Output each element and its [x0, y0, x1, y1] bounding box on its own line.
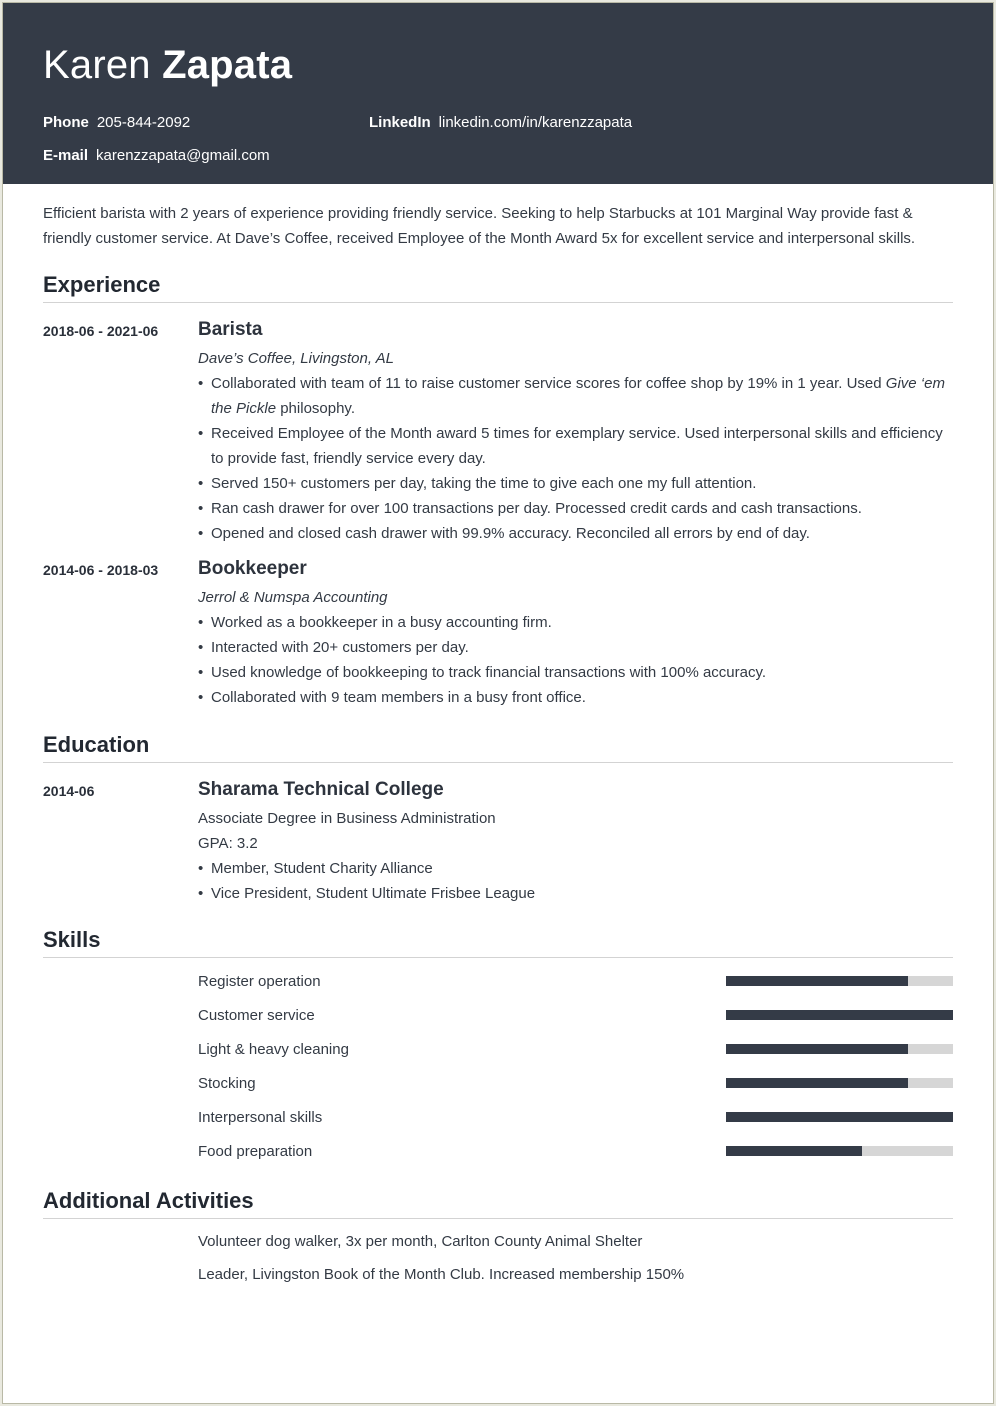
- skill-item: [43, 1134, 953, 1168]
- skill-name: Stocking: [198, 1074, 256, 1092]
- skill-item: [43, 1100, 953, 1134]
- bullet-item: • Ran cash drawer for over 100 transactions per day. Processed credit cards and cash transactions.: [198, 496, 953, 521]
- bullet-item: • Collaborated with 9 team members in a busy front office.: [198, 685, 953, 710]
- skill-level-fill: [726, 1010, 953, 1020]
- skill-level-fill: [726, 976, 908, 986]
- activity-item: Volunteer dog walker, 3x per month, Carlton County Animal Shelter: [198, 1233, 643, 1250]
- bullet-text: philosophy.: [276, 400, 355, 417]
- skill-level-bar: [726, 1112, 953, 1122]
- skill-level-bar: [726, 976, 953, 986]
- job-role: Bookkeeper: [198, 558, 307, 579]
- email-value[interactable]: karenzzapata@gmail.com: [96, 147, 270, 164]
- skill-level-bar: [726, 1010, 953, 1020]
- skill-item: [43, 1066, 953, 1100]
- bullet-item: • Opened and closed cash drawer with 99.9% accuracy. Reconciled all errors by end of day.: [198, 521, 953, 546]
- job-bullets: [198, 610, 953, 710]
- last-name: Zapata: [162, 43, 293, 87]
- skills-list: [43, 964, 953, 1168]
- activity-item: Leader, Livingston Book of the Month Club. Increased membership 150%: [198, 1266, 685, 1283]
- resume-header: [3, 3, 993, 184]
- school-name: Sharama Technical College: [198, 779, 444, 800]
- skill-name: Light & heavy cleaning: [198, 1040, 349, 1058]
- job-dates: 2018-06 - 2021-06: [43, 323, 159, 339]
- linkedin-value[interactable]: linkedin.com/in/karenzzapata: [438, 114, 633, 131]
- section-title-skills: Skills: [43, 927, 953, 958]
- job-company: Dave’s Coffee, Livingston, AL: [198, 350, 394, 367]
- job-entry: [43, 556, 953, 710]
- summary: Efficient barista with 2 years of experience providing friendly service. Seeking to help Starbucks at 101 Marginal Way provide fast & friendly customer service. At Dave’s Coffee, received Employee of the Month Award 5x for excellent service and interpersonal skills.: [43, 205, 916, 247]
- skill-level-fill: [726, 1146, 862, 1156]
- skill-name: Register operation: [198, 972, 321, 990]
- bullet-item: • Worked as a bookkeeper in a busy accounting firm.: [198, 610, 953, 635]
- phone-label: Phone: [43, 114, 89, 131]
- bullet-item: • Member, Student Charity Alliance: [198, 856, 953, 881]
- bullet-item: [198, 371, 953, 421]
- job-dates: 2014-06 - 2018-03: [43, 562, 159, 578]
- candidate-name: [43, 43, 953, 87]
- resume-page: [2, 2, 994, 1404]
- skill-level-bar: [726, 1078, 953, 1088]
- activities-list: [43, 1225, 953, 1291]
- skill-item: [43, 964, 953, 998]
- skill-level-bar: [726, 1146, 953, 1156]
- contact-info: [43, 114, 953, 165]
- education-section: [3, 732, 993, 906]
- phone-value: 205-844-2092: [96, 114, 191, 131]
- skill-level-fill: [726, 1112, 953, 1122]
- skills-section: [3, 927, 993, 1168]
- bullet-item: • Interacted with 20+ customers per day.: [198, 635, 953, 660]
- skill-item: [43, 1032, 953, 1066]
- contact-email: [43, 147, 369, 165]
- bullet-item: • Vice President, Student Ultimate Frisbee League: [198, 881, 953, 906]
- skill-name: Customer service: [198, 1006, 315, 1024]
- skill-level-bar: [726, 1044, 953, 1054]
- contact-linkedin: [369, 114, 953, 132]
- section-title-education: Education: [43, 732, 953, 763]
- experience-section: [3, 272, 993, 710]
- job-details: [198, 317, 953, 546]
- bullet-item: • Served 150+ customers per day, taking the time to give each one my full attention.: [198, 471, 953, 496]
- activities-section: [3, 1188, 993, 1291]
- gpa: GPA: 3.2: [198, 835, 258, 852]
- first-name: Karen: [43, 43, 151, 87]
- education-details: [198, 777, 953, 906]
- bullet-item: • Received Employee of the Month award 5 times for exemplary service. Used interpersonal skills and efficiency to provide fast, friendly service every day.: [198, 421, 953, 471]
- bullet-item: • Used knowledge of bookkeeping to track financial transactions with 100% accuracy.: [198, 660, 953, 685]
- job-role: Barista: [198, 319, 263, 340]
- email-label: E-mail: [43, 147, 89, 164]
- degree: Associate Degree in Business Administration: [198, 810, 496, 827]
- contact-phone: [43, 114, 369, 132]
- job-details: [198, 556, 953, 710]
- education-date: 2014-06: [43, 783, 95, 799]
- skill-level-fill: [726, 1044, 908, 1054]
- job-bullets: [198, 371, 953, 546]
- education-bullets: [198, 856, 953, 906]
- skill-item: [43, 998, 953, 1032]
- job-company: Jerrol & Numspa Accounting: [198, 589, 388, 606]
- skill-name: Food preparation: [198, 1142, 313, 1160]
- section-title-experience: Experience: [43, 272, 953, 303]
- education-entry: [43, 777, 953, 906]
- bullet-emphasis: Give ‘em the Pickle: [211, 375, 945, 417]
- bullet-text: Collaborated with team of 11 to raise customer service scores for coffee shop by 19% in 1 year. Used: [211, 375, 886, 392]
- linkedin-label: LinkedIn: [369, 114, 431, 131]
- skill-name: Interpersonal skills: [198, 1108, 323, 1126]
- skill-level-fill: [726, 1078, 908, 1088]
- section-title-activities: Additional Activities: [43, 1188, 953, 1219]
- job-entry: [43, 317, 953, 546]
